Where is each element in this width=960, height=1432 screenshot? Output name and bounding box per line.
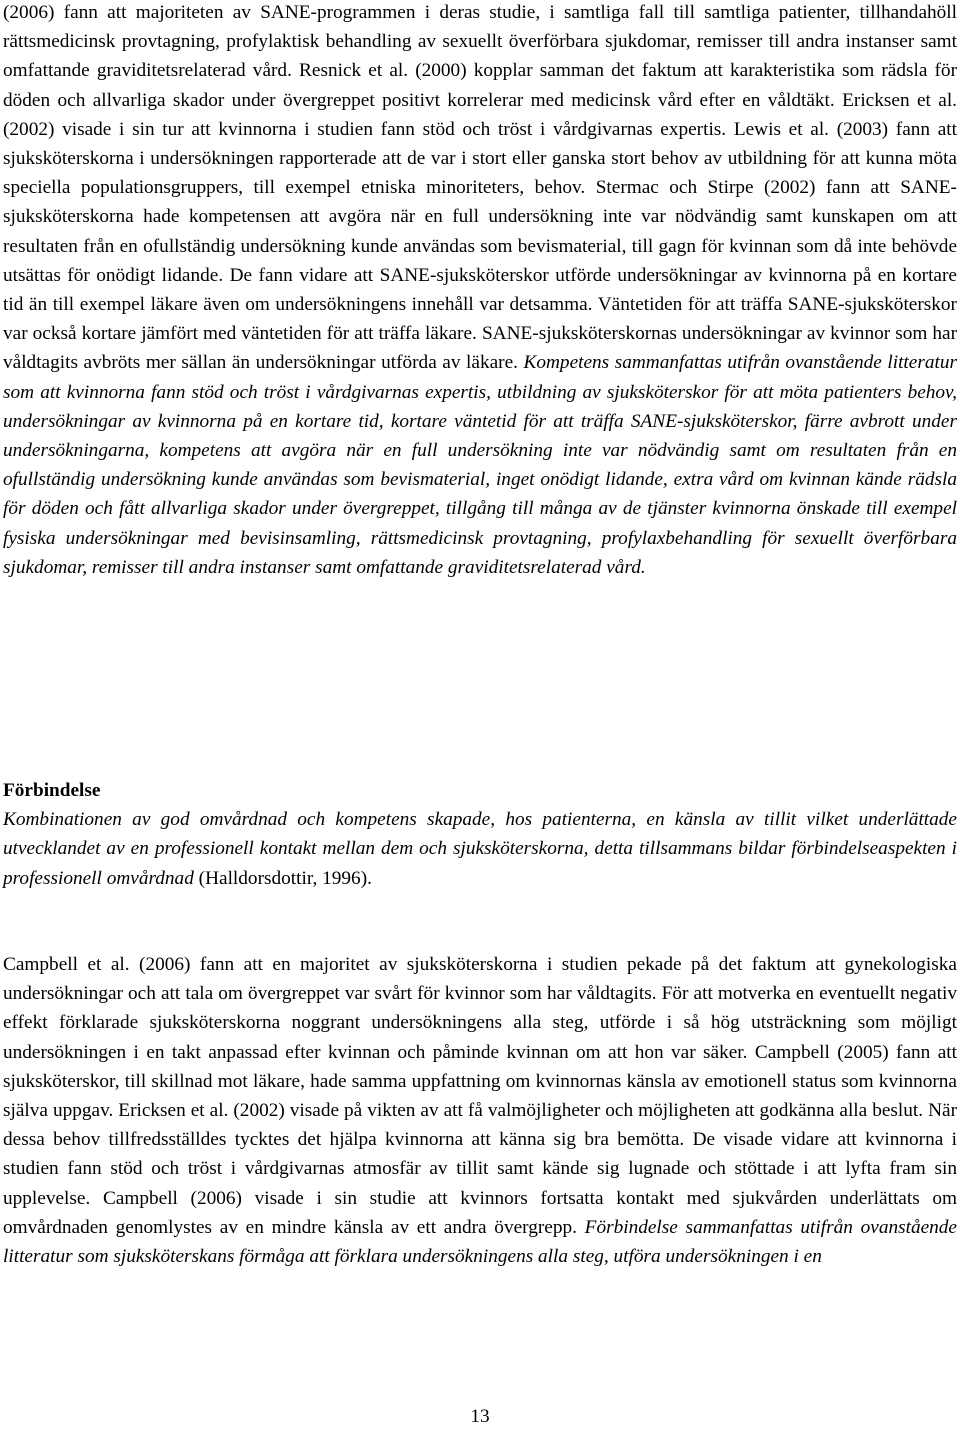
section-heading: Förbindelse <box>3 780 101 801</box>
sentence: Campbell (2006) visade i sin studie att kvinnors fortsatta kontakt med sjukvården underlättats om omvårdnaden genomlystes av en mindre känsla av ett andra övergrepp. <box>3 1187 957 1238</box>
sentence: De visade vidare att kvinnorna i studien fann stöd och tröst i vårdgivarnas atmosfär av tillit samt kände sig lugnade och stöttade i att lyfta fram sin upplevelse. <box>3 1129 957 1209</box>
sentence: För att motverka en eventuellt negativ effekt förklarade sjuksköterskorna noggrant undersökningens alla steg, utförde i så hög utsträckning som möjligt undersökningen i en takt anpassad efter kvinnan och påminde kvinnan om att hon var säker. <box>3 983 957 1063</box>
definition-citation: (Halldorsdottir, 1996). <box>198 867 372 889</box>
sentence: Campbell et al. (2006) fann att en majoritet av sjuksköterskorna i studien pekade på det faktum att gynekologiska undersökningar och att tala om övergreppet var svårt för kvinnor som har våldtagits. <box>3 954 957 1005</box>
sentence: När dessa behov tillfredsställdes tycktes det hjälpa kvinnorna att känna sig bra bemötta. <box>3 1100 957 1151</box>
italic-summary: Förbindelse sammanfattas utifrån ovanstående litteratur som sjuksköterskans förmåga att förklara undersökningens alla steg, utföra undersökningen i en <box>3 1216 957 1268</box>
sentence: Stermac och Stirpe (2002) fann att SANE-sjuksköterskorna hade kompetensen att avgöra när en full undersökning inte var nödvändig samt kunskapen om att resultaten från en ofullständig undersökning kunde användas som bevismaterial, till gagn för kvinnan som då inte behövde utsättas för onödigt lidande. <box>3 177 957 286</box>
sentence: Väntetiden för att träffa SANE-sjuksköterskor var också kortare jämfört med väntetiden för att träffa läkare. <box>3 294 957 345</box>
sentence: Ericksen et al. (2002) visade på vikten av att få valmöjligheter och möjligheten att godkänna alla beslut. <box>118 1100 924 1122</box>
body-paragraph-forbindelse <box>3 950 957 1271</box>
sentence: SANE-sjuksköterskornas undersökningar av kvinnor som har våldtagits avbröts mer sällan än undersökningar utförda av läkare. <box>3 323 958 374</box>
body-paragraph-kompetens <box>3 0 957 582</box>
section-definition: Kombinationen av god omvårdnad och kompetens skapade, hos patienterna, en känsla av tillit vilket underlättade utvecklandet av en professionell kontakt mellan dem och sjuksköterskorna, detta tillsammans bildar förbindelseaspekten i professionell omvårdnad <box>3 809 957 889</box>
italic-summary: Kompetens sammanfattas utifrån ovanstående litteratur som att kvinnorna fann stöd och tröst i vårdgivarnas expertis, utbildning av sjuksköterskor för att möta patienters behov, undersökningar av kvinnorna på en kortare tid, kortare väntetid för att träffa SANE-sjuksköterskor, färre avbrott under undersökningarna, kompetens att avgöra när en full undersökning inte var nödvändig samt om resultaten från en ofullständig undersökning kunde användas som bevismaterial, inget onödigt lidande, extra vård om kvinnan kände rädsla för döden och fått allvarliga skador under övergreppet, tillgång till många av de tjänster kvinnorna önskade till exempel fysiska undersökningar med bevisinsamling, rättsmedicinsk provtagning, profylaxbehandling för sexuellt överförbara sjukdomar, remisser till andra instanser samt omfattande graviditetsrelaterad vård. <box>3 352 957 578</box>
page-number: 13 <box>470 1406 490 1427</box>
sentence: (2006) fann att majoriteten av SANE-programmen i deras studie, i samtliga fall till samtliga patienter, tillhandahöll rättsmedicinsk provtagning, profylaktisk behandling av sexuellt överförbara sjukdomar, remisser till andra instanser samt omfattande graviditetsrelaterad vård. <box>3 2 957 82</box>
sentence: Lewis et al. (2003) fann att sjuksköterskorna i undersökningen rapporterade att de var i stort eller ganska stort behov av utbildning för att kunna möta speciella populationsgruppers, till exempel etniska minoriteters, behov. <box>3 118 958 199</box>
sentence: Resnick et al. (2000) kopplar samman det faktum att karakteristika som rädsla för döden och allvarliga skador under övergreppet positivt korrelerar med medicinsk vård efter en våldtäkt. <box>3 60 957 111</box>
sentence: Campbell (2005) fann att sjuksköterskor, till skillnad mot läkare, hade samma uppfattning om kvinnornas känsla av emotionell status som kvinnorna själva uppgav. <box>3 1041 957 1122</box>
section-forbindelse <box>3 776 957 893</box>
sentence: De fann vidare att SANE-sjuksköterskor utförde undersökningar av kvinnorna på en kortare tid än till exempel läkare även om undersökningens innehåll var detsamma. <box>3 264 957 316</box>
sentence: Ericksen et al. (2002) visade i sin tur att kvinnorna i studien fann stöd och tröst i vårdgivarnas expertis. <box>3 89 957 140</box>
